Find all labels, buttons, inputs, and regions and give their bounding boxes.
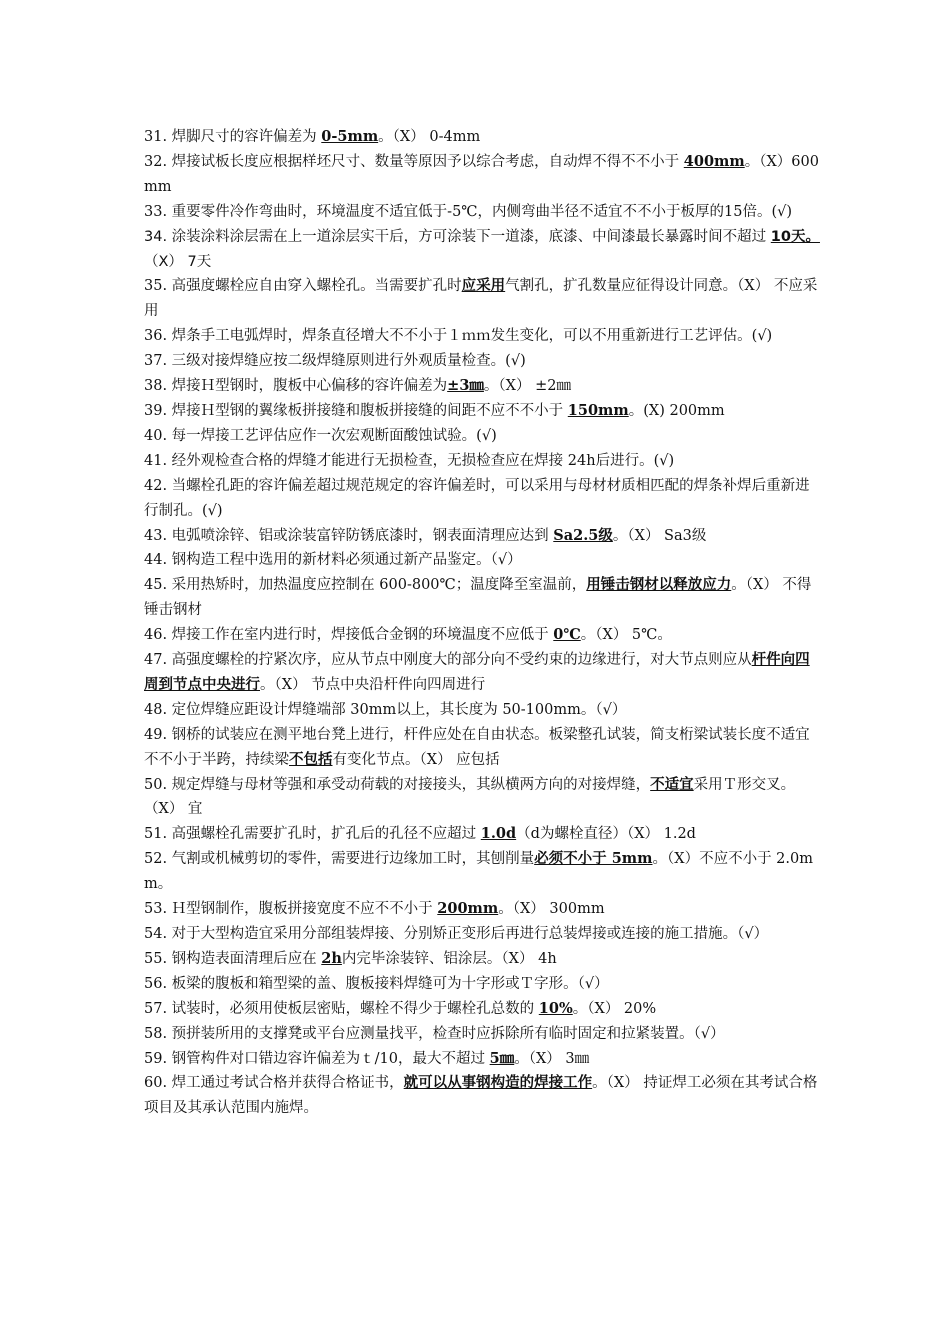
key-phrase: 用锤击钢材以释放应力 [586,576,732,594]
question-40 [144,424,824,449]
question-text: 44. 钢构造工程中选用的新材料必须通过新产品鉴定。（√） [144,552,522,569]
question-52 [144,847,824,897]
question-50 [144,773,824,823]
key-phrase: 不适宜 [650,775,694,793]
key-phrase: 0℃ [553,626,581,644]
question-text: 43. 电弧喷涂锌、铝或涂装富锌防锈底漆时，钢表面清理应达到 [144,527,554,544]
question-51 [144,822,824,847]
question-39 [144,399,824,424]
question-text: 40. 每一焊接工艺评估应作一次宏观断面酸蚀试验。(√) [144,427,497,444]
question-text: （X） 7天 [144,253,212,270]
question-text: 。（X）600mm [144,153,819,195]
key-phrase: ±3㎜ [447,377,484,395]
key-phrase: 应采用 [461,277,506,295]
question-text: 32. 焊接试板长度应根据样坯尺寸、数量等原因予以综合考虑，自动焊不得不不小于 [144,153,684,170]
question-text: 34. 涂装涂料涂层需在上一道涂层实干后，方可涂装下一道漆，底漆、中间漆最长暴露时间不超过 [144,228,771,245]
question-38 [144,374,824,399]
question-59 [144,1047,824,1072]
question-text: 59. 钢管构件对口错边容许偏差为ｔ/10，最大不超过 [144,1050,490,1067]
question-text: 内完毕涂装锌、铝涂层。（X） 4h [341,950,557,967]
question-55 [144,947,824,972]
key-phrase: 就可以从事钢构造的焊接工作 [403,1074,593,1092]
question-text: 33. 重要零件冷作弯曲时，环境温度不适宜低于-5℃，内侧弯曲半径不适宜不不小于板厚的15倍。(√) [144,203,793,220]
question-text: 35. 高强度螺栓应自由穿入螺栓孔。当需要扩孔时 [144,278,462,295]
question-text: 55. 钢构造表面清理后应在 [144,950,322,967]
key-phrase: 10天。 [770,228,820,245]
question-34 [144,225,824,275]
question-48 [144,698,824,723]
question-text: 52. 气割或机械剪切的零件，需要进行边缘加工时，其刨削量 [144,851,535,868]
question-list [144,125,824,1121]
question-47 [144,648,824,698]
key-phrase: 150mm [567,401,629,419]
question-31 [144,125,824,150]
question-text: 。(X) 200mm [628,402,725,419]
question-46 [144,623,824,648]
question-text: 53. Ｈ型钢制作，腹板拼接宽度不应不不小于 [144,901,438,918]
question-text: 。（X） 持证焊工必须在其考试合格项目及其承认范围内施焊。 [144,1075,818,1117]
question-53 [144,897,824,922]
question-text: 57. 试装时，必须用使板层密贴，螺栓不得少于螺栓孔总数的 [144,1000,539,1017]
question-41 [144,449,824,474]
question-49 [144,723,824,773]
key-phrase: 400mm [683,152,745,170]
key-phrase: 不包括 [289,750,333,768]
question-43 [144,524,824,549]
question-44 [144,548,824,573]
key-phrase: 2h [321,949,342,967]
question-32 [144,150,824,200]
question-text: 51. 高强螺栓孔需要扩孔时，扩孔后的孔径不应超过 [144,826,481,843]
question-45 [144,573,824,623]
question-58 [144,1022,824,1047]
key-phrase: 200mm [437,900,499,918]
question-text: 41. 经外观检查合格的焊缝才能进行无损检查，无损检查应在焊接 24h后进行。(√) [144,452,675,469]
question-text: 50. 规定焊缝与母材等强和承受动荷载的对接接头，其纵横两方向的对接焊缝， [144,776,651,793]
question-text: 45. 采用热矫时，加热温度应控制在 600-800℃；温度降至室温前， [144,577,587,594]
key-phrase: 0-5mm [321,128,379,145]
question-text: 37. 三级对接焊缝应按二级焊缝原则进行外观质量检查。(√) [144,353,526,370]
question-text: 47. 高强度螺栓的拧紧次序，应从节点中刚度大的部分向不受约束的边缘进行，对大节点则应从 [144,652,752,669]
key-phrase: 必须不小于 5mm [534,850,653,868]
question-text: 。（X）不应不小于 2.0mm。 [144,851,813,893]
question-text: 。（X） 节点中央沿杆件向四周进行 [260,676,486,693]
question-text: （d为螺栓直径）（X） 1.2d [516,826,696,843]
question-56 [144,972,824,997]
question-33 [144,200,824,225]
question-text: 。（X） 5℃。 [580,627,672,644]
question-36 [144,324,824,349]
question-text: 。（X） 3㎜ [514,1050,590,1067]
question-text: 42. 当螺栓孔距的容许偏差超过规范规定的容许偏差时，可以采用与母材材质相匹配的焊条补焊后重新进行制孔。(√) [144,477,810,519]
question-text: 49. 钢桥的试装应在测平地台凳上进行，杆件应处在自由状态。板梁整孔试装，简支桁梁试装长度不适宜不不小于半跨，持续梁 [144,726,810,768]
question-text: 采用Ｔ形交叉。（X） 宜 [144,776,796,818]
question-54 [144,922,824,947]
key-phrase: 杆件向四周到节点中央进行 [144,651,810,693]
key-phrase: 1.0d [480,825,517,843]
question-text: 。（X） Sa3级 [612,527,707,544]
question-text: 38. 焊接Ｈ型钢时，腹板中心偏移的容许偏差为 [144,378,448,395]
question-text: 60. 焊工通过考试合格并获得合格证书， [144,1075,404,1092]
question-text: 。（X） 0-4mm [378,129,481,145]
question-text: 54. 对于大型构造宜采用分部组装焊接、分别矫正变形后再进行总装焊接或连接的施工措施。（√） [144,926,769,942]
question-42 [144,474,824,524]
question-text: 39. 焊接Ｈ型钢的翼缘板拼接缝和腹板拼接缝的间距不应不不小于 [144,402,568,419]
question-text: 31. 焊脚尺寸的容许偏差为 [144,129,322,145]
question-37 [144,349,824,374]
question-60 [144,1071,824,1121]
question-text: 。（X） 20% [572,1000,657,1017]
question-57 [144,997,824,1022]
question-text: 46. 焊接工作在室内进行时，焊接低合金钢的环境温度不应低于 [144,627,554,644]
question-text: 。（X） 300mm [498,901,605,918]
question-text: 。（X） 不得锤击钢材 [144,577,812,619]
key-phrase: 5㎜ [489,1049,515,1067]
question-text: 气割孔，扩孔数量应征得设计同意。（X） 不应采用 [144,278,818,320]
question-text: 。（X） ±2㎜ [483,378,571,395]
question-text: 48. 定位焊缝应距设计焊缝端部 30mm以上，其长度为 50-100mm。（√） [144,701,627,718]
question-text: 56. 板梁的腹板和箱型梁的盖、腹板接料焊缝可为十字形或Ｔ字形。（√） [144,975,609,992]
question-35 [144,274,824,324]
key-phrase: Sa2.5级 [553,526,613,544]
question-text: 有变化节点。（X） 应包括 [332,751,500,768]
key-phrase: 10% [538,999,573,1017]
question-text: 36. 焊条手工电弧焊时，焊条直径增大不不小于１ｍｍ发生变化，可以不用重新进行工艺评估。(√) [144,328,773,345]
question-text: 58. 预拼装所用的支撑凳或平台应测量找平，检查时应拆除所有临时固定和拉紧装置。（√） [144,1025,725,1042]
